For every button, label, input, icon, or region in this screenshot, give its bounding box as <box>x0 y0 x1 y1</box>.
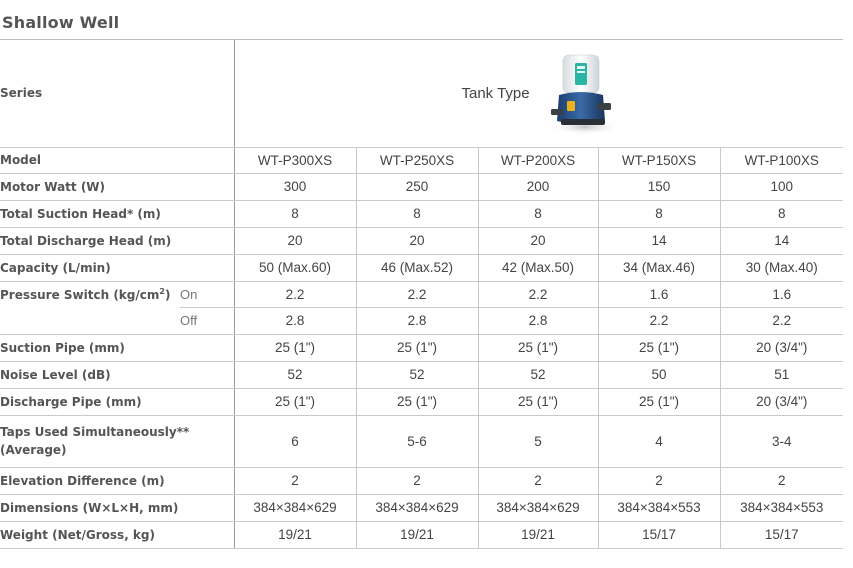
table-cell: 384×384×629 <box>356 494 478 521</box>
table-cell: 52 <box>478 361 598 388</box>
table-cell: 200 <box>478 173 598 200</box>
series-header <box>234 40 843 147</box>
table-cell: 100 <box>720 173 843 200</box>
table-cell: 384×384×553 <box>598 494 720 521</box>
table-cell: 8 <box>598 200 720 227</box>
table-cell: 384×384×629 <box>234 494 356 521</box>
table-row <box>0 307 843 334</box>
row-label-discharge-head: Total Discharge Head (m) <box>0 227 234 254</box>
table-cell: 2 <box>356 467 478 494</box>
table-cell: WT-P150XS <box>598 147 720 173</box>
pressure-switch-sup: 2 <box>159 286 165 296</box>
table-cell: 25 (1") <box>356 388 478 415</box>
table-cell: 25 (1") <box>478 334 598 361</box>
row-label-capacity: Capacity (L/min) <box>0 254 234 281</box>
pressure-switch-label: Pressure Switch (kg/cm <box>0 287 160 302</box>
table-cell: 52 <box>234 361 356 388</box>
table-cell: 250 <box>356 173 478 200</box>
table-cell: 25 (1") <box>234 334 356 361</box>
table-cell: 8 <box>234 200 356 227</box>
table-cell: 2.8 <box>234 307 356 334</box>
table-cell: 25 (1") <box>478 388 598 415</box>
row-label-pressure-switch-cont <box>0 307 180 334</box>
row-label-elevation: Elevation Difference (m) <box>0 467 234 494</box>
table-cell: 2 <box>478 467 598 494</box>
table-cell: WT-P200XS <box>478 147 598 173</box>
table-cell: 2.2 <box>356 281 478 307</box>
table-cell: WT-P300XS <box>234 147 356 173</box>
row-label-on: On <box>180 281 234 307</box>
table-row <box>0 227 843 254</box>
table-cell: 300 <box>234 173 356 200</box>
table-cell: 46 (Max.52) <box>356 254 478 281</box>
table-cell: 51 <box>720 361 843 388</box>
table-cell: 150 <box>598 173 720 200</box>
tank-type-label: Tank Type <box>461 85 530 103</box>
row-label-taps <box>0 415 234 467</box>
table-cell: 20 (3/4") <box>720 334 843 361</box>
row-label-weight: Weight (Net/Gross, kg) <box>0 521 234 548</box>
row-label-discharge-pipe: Discharge Pipe (mm) <box>0 388 234 415</box>
table-cell: 2.2 <box>478 281 598 307</box>
table-cell: 25 (1") <box>234 388 356 415</box>
table-cell: 384×384×553 <box>720 494 843 521</box>
table-cell: 2.8 <box>356 307 478 334</box>
table-cell: 8 <box>356 200 478 227</box>
table-cell: 8 <box>720 200 843 227</box>
table-cell: 3-4 <box>720 415 843 467</box>
table-cell: 5 <box>478 415 598 467</box>
table-row <box>0 281 843 307</box>
table-cell: 2.2 <box>234 281 356 307</box>
row-label-model: Model <box>0 147 234 173</box>
row-label-pressure-switch <box>0 281 180 307</box>
table-row <box>0 361 843 388</box>
table-cell: 20 <box>234 227 356 254</box>
table-cell: 52 <box>356 361 478 388</box>
table-cell: 5-6 <box>356 415 478 467</box>
table-cell: 6 <box>234 415 356 467</box>
pressure-switch-close: ) <box>164 287 171 302</box>
page-title: Shallow Well <box>2 13 120 32</box>
table-cell: 19/21 <box>234 521 356 548</box>
row-label-motor-watt: Motor Watt (W) <box>0 173 234 200</box>
table-cell: 2.2 <box>720 307 843 334</box>
table-cell: 14 <box>720 227 843 254</box>
series-label: Series <box>0 40 234 147</box>
table-cell: 42 (Max.50) <box>478 254 598 281</box>
row-label-noise-level: Noise Level (dB) <box>0 361 234 388</box>
table-row <box>0 388 843 415</box>
table-row <box>0 521 843 548</box>
table-cell: 14 <box>598 227 720 254</box>
table-cell: 15/17 <box>720 521 843 548</box>
table-cell: 2.8 <box>478 307 598 334</box>
table-cell: 20 <box>478 227 598 254</box>
table-row <box>0 200 843 227</box>
table-cell: 25 (1") <box>356 334 478 361</box>
table-cell: 30 (Max.40) <box>720 254 843 281</box>
row-label-suction-pipe: Suction Pipe (mm) <box>0 334 234 361</box>
table-cell: 25 (1") <box>598 388 720 415</box>
table-cell: 20 (3/4") <box>720 388 843 415</box>
row-label-dimensions: Dimensions (W×L×H, mm) <box>0 494 234 521</box>
table-cell: 8 <box>478 200 598 227</box>
table-cell: 25 (1") <box>598 334 720 361</box>
table-row <box>0 467 843 494</box>
table-cell: 2.2 <box>598 307 720 334</box>
table-cell: 2 <box>720 467 843 494</box>
table-row <box>0 415 843 467</box>
table-cell: 50 (Max.60) <box>234 254 356 281</box>
spec-table <box>0 40 843 549</box>
table-cell: 384×384×629 <box>478 494 598 521</box>
series-row <box>0 40 843 147</box>
table-cell: WT-P100XS <box>720 147 843 173</box>
table-cell: 2 <box>598 467 720 494</box>
table-cell: 19/21 <box>356 521 478 548</box>
taps-label-line2: (Average) <box>0 443 67 457</box>
table-row <box>0 334 843 361</box>
table-cell: 1.6 <box>598 281 720 307</box>
table-row <box>0 494 843 521</box>
table-cell: 34 (Max.46) <box>598 254 720 281</box>
table-row <box>0 254 843 281</box>
tank-pump-image <box>541 51 623 137</box>
table-row <box>0 147 843 173</box>
table-cell: 20 <box>356 227 478 254</box>
table-cell: WT-P250XS <box>356 147 478 173</box>
table-cell: 15/17 <box>598 521 720 548</box>
table-cell: 2 <box>234 467 356 494</box>
table-cell: 1.6 <box>720 281 843 307</box>
table-cell: 19/21 <box>478 521 598 548</box>
row-label-off: Off <box>180 307 234 334</box>
table-cell: 50 <box>598 361 720 388</box>
taps-label-line1: Taps Used Simultaneously** <box>0 425 190 439</box>
table-cell: 4 <box>598 415 720 467</box>
row-label-suction-head: Total Suction Head* (m) <box>0 200 234 227</box>
table-row <box>0 173 843 200</box>
